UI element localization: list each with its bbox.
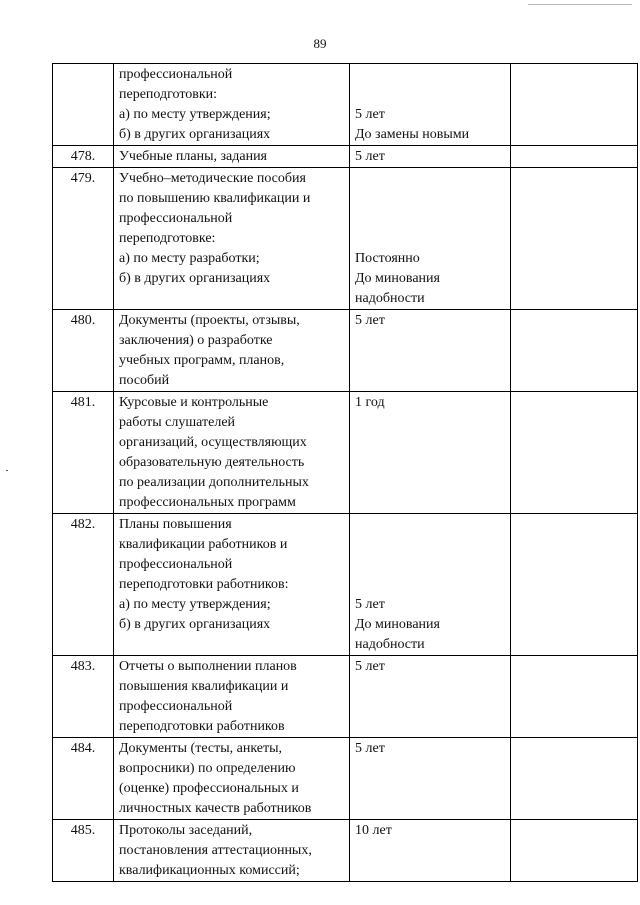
document-title-cell	[114, 514, 350, 656]
document-title-cell	[114, 656, 350, 738]
retention-term-cell-line: 5 лет	[355, 659, 385, 674]
document-title-cell-line: Учебно–методические пособия	[119, 171, 306, 186]
retention-term-cell-line: надобности	[355, 291, 425, 306]
item-number-cell: 482.	[53, 514, 114, 656]
document-title-cell	[114, 820, 350, 882]
document-title-cell	[114, 64, 350, 146]
document-title-cell-line: Учебные планы, задания	[119, 149, 267, 164]
document-title-cell-line: профессиональной	[119, 557, 233, 572]
item-number-cell: 479.	[53, 168, 114, 310]
retention-term-cell-line: 5 лет	[355, 149, 385, 164]
document-title-cell-line: учебных программ, планов,	[119, 353, 285, 368]
document-title-cell-line: профессиональных программ	[119, 495, 296, 510]
note-cell	[511, 64, 638, 146]
retention-term-cell-line: 5 лет	[355, 107, 385, 122]
item-number-cell: 485.	[53, 820, 114, 882]
note-cell	[511, 168, 638, 310]
item-number-cell: 484.	[53, 738, 114, 820]
scan-top-rule	[528, 4, 632, 5]
note-cell	[511, 820, 638, 882]
retention-term-cell-line: До минования	[355, 271, 440, 286]
retention-term-cell-line: Постоянно	[355, 251, 420, 266]
document-title-cell-line: образовательную деятельность	[119, 455, 305, 470]
document-title-cell-line: квалификации работников и	[119, 537, 288, 552]
records-table	[52, 63, 638, 882]
note-cell	[511, 738, 638, 820]
item-number-cell: 481.	[53, 392, 114, 514]
retention-term-cell-line: До замены новыми	[355, 127, 470, 142]
retention-term-cell-line: 10 лет	[355, 823, 392, 838]
retention-term-cell-line	[355, 515, 505, 535]
retention-term-cell-line: 5 лет	[355, 741, 385, 756]
retention-term-cell	[350, 820, 511, 882]
retention-term-cell	[350, 514, 511, 656]
retention-term-cell	[350, 738, 511, 820]
document-title-cell	[114, 738, 350, 820]
table-row	[53, 310, 638, 392]
document-title-cell-line: Протоколы заседаний,	[119, 823, 253, 838]
table-row	[53, 392, 638, 514]
retention-term-cell	[350, 168, 511, 310]
retention-term-cell	[350, 310, 511, 392]
document-title-cell-line: (оценке) профессиональных и	[119, 781, 299, 796]
retention-term-cell-line: 5 лет	[355, 313, 385, 328]
retention-term-cell-line	[355, 229, 505, 249]
document-title-cell	[114, 392, 350, 514]
retention-term-cell-line: 1 год	[355, 395, 385, 410]
retention-term-cell-line	[355, 575, 505, 595]
document-title-cell	[114, 310, 350, 392]
document-title-cell-line: а) по месту разработки;	[119, 251, 260, 266]
document-title-cell-line: переподготовки работников	[119, 719, 285, 734]
table-row	[53, 656, 638, 738]
document-title-cell-line: Планы повышения	[119, 517, 232, 532]
document-title-cell-line: б) в других организациях	[119, 271, 271, 286]
table-row	[53, 146, 638, 168]
page-number: 89	[313, 36, 327, 51]
table-row	[53, 514, 638, 656]
retention-term-cell-line	[355, 535, 505, 555]
retention-term-cell-line: надобности	[355, 637, 425, 652]
document-title-cell-line: б) в других организациях	[119, 127, 271, 142]
item-number-cell	[53, 64, 114, 146]
document-title-cell-line: переподготовки:	[119, 87, 218, 102]
document-title-cell-line: Документы (проекты, отзывы,	[119, 313, 300, 328]
document-title-cell-line: вопросники) по определению	[119, 761, 296, 776]
document-title-cell-line: Документы (тесты, анкеты,	[119, 741, 283, 756]
document-title-cell-line: постановления аттестационных,	[119, 843, 312, 858]
item-number-cell: 480.	[53, 310, 114, 392]
document-title-cell-line: повышения квалификации и	[119, 679, 289, 694]
document-title-cell-line: профессиональной	[119, 699, 233, 714]
retention-term-cell-line	[355, 189, 505, 209]
document-title-cell-line: по повышению квалификации и	[119, 191, 311, 206]
retention-term-cell	[350, 146, 511, 168]
document-title-cell-line: а) по месту утверждения;	[119, 107, 271, 122]
document-title-cell-line: заключения) о разработке	[119, 333, 273, 348]
note-cell	[511, 392, 638, 514]
retention-term-cell	[350, 64, 511, 146]
retention-term-cell-line	[355, 169, 505, 189]
retention-term-cell-line: 5 лет	[355, 597, 385, 612]
item-number-cell: 478.	[53, 146, 114, 168]
document-title-cell-line: профессиональной	[119, 67, 233, 82]
document-title-cell-line: а) по месту утверждения;	[119, 597, 271, 612]
table-row	[53, 738, 638, 820]
item-number-cell: 483.	[53, 656, 114, 738]
note-cell	[511, 514, 638, 656]
document-title-cell-line: по реализации дополнительных	[119, 475, 309, 490]
retention-term-cell-line	[355, 85, 505, 105]
document-title-cell-line: работы слушателей	[119, 415, 236, 430]
document-title-cell-line: переподготовки работников:	[119, 577, 289, 592]
document-title-cell-line: Курсовые и контрольные	[119, 395, 269, 410]
document-title-cell-line: профессиональной	[119, 211, 233, 226]
document-title-cell-line: личностных качеств работников	[119, 801, 312, 816]
document-title-cell-line: организаций, осуществляющих	[119, 435, 307, 450]
retention-term-cell-line	[355, 209, 505, 229]
retention-term-cell-line	[355, 555, 505, 575]
document-title-cell-line: квалификационных комиссий;	[119, 863, 300, 878]
document-title-cell-line: пособий	[119, 373, 170, 388]
document-title-cell	[114, 146, 350, 168]
records-table-body	[53, 64, 638, 882]
document-title-cell-line: Отчеты о выполнении планов	[119, 659, 297, 674]
note-cell	[511, 146, 638, 168]
retention-term-cell-line	[355, 65, 505, 85]
note-cell	[511, 656, 638, 738]
document-title-cell-line: переподготовке:	[119, 231, 216, 246]
retention-term-cell-line: До минования	[355, 617, 440, 632]
retention-term-cell	[350, 656, 511, 738]
table-row	[53, 64, 638, 146]
document-title-cell	[114, 168, 350, 310]
document-title-cell-line: б) в других организациях	[119, 617, 271, 632]
table-row	[53, 820, 638, 882]
table-row	[53, 168, 638, 310]
note-cell	[511, 310, 638, 392]
retention-term-cell	[350, 392, 511, 514]
scan-margin-mark	[6, 470, 8, 471]
